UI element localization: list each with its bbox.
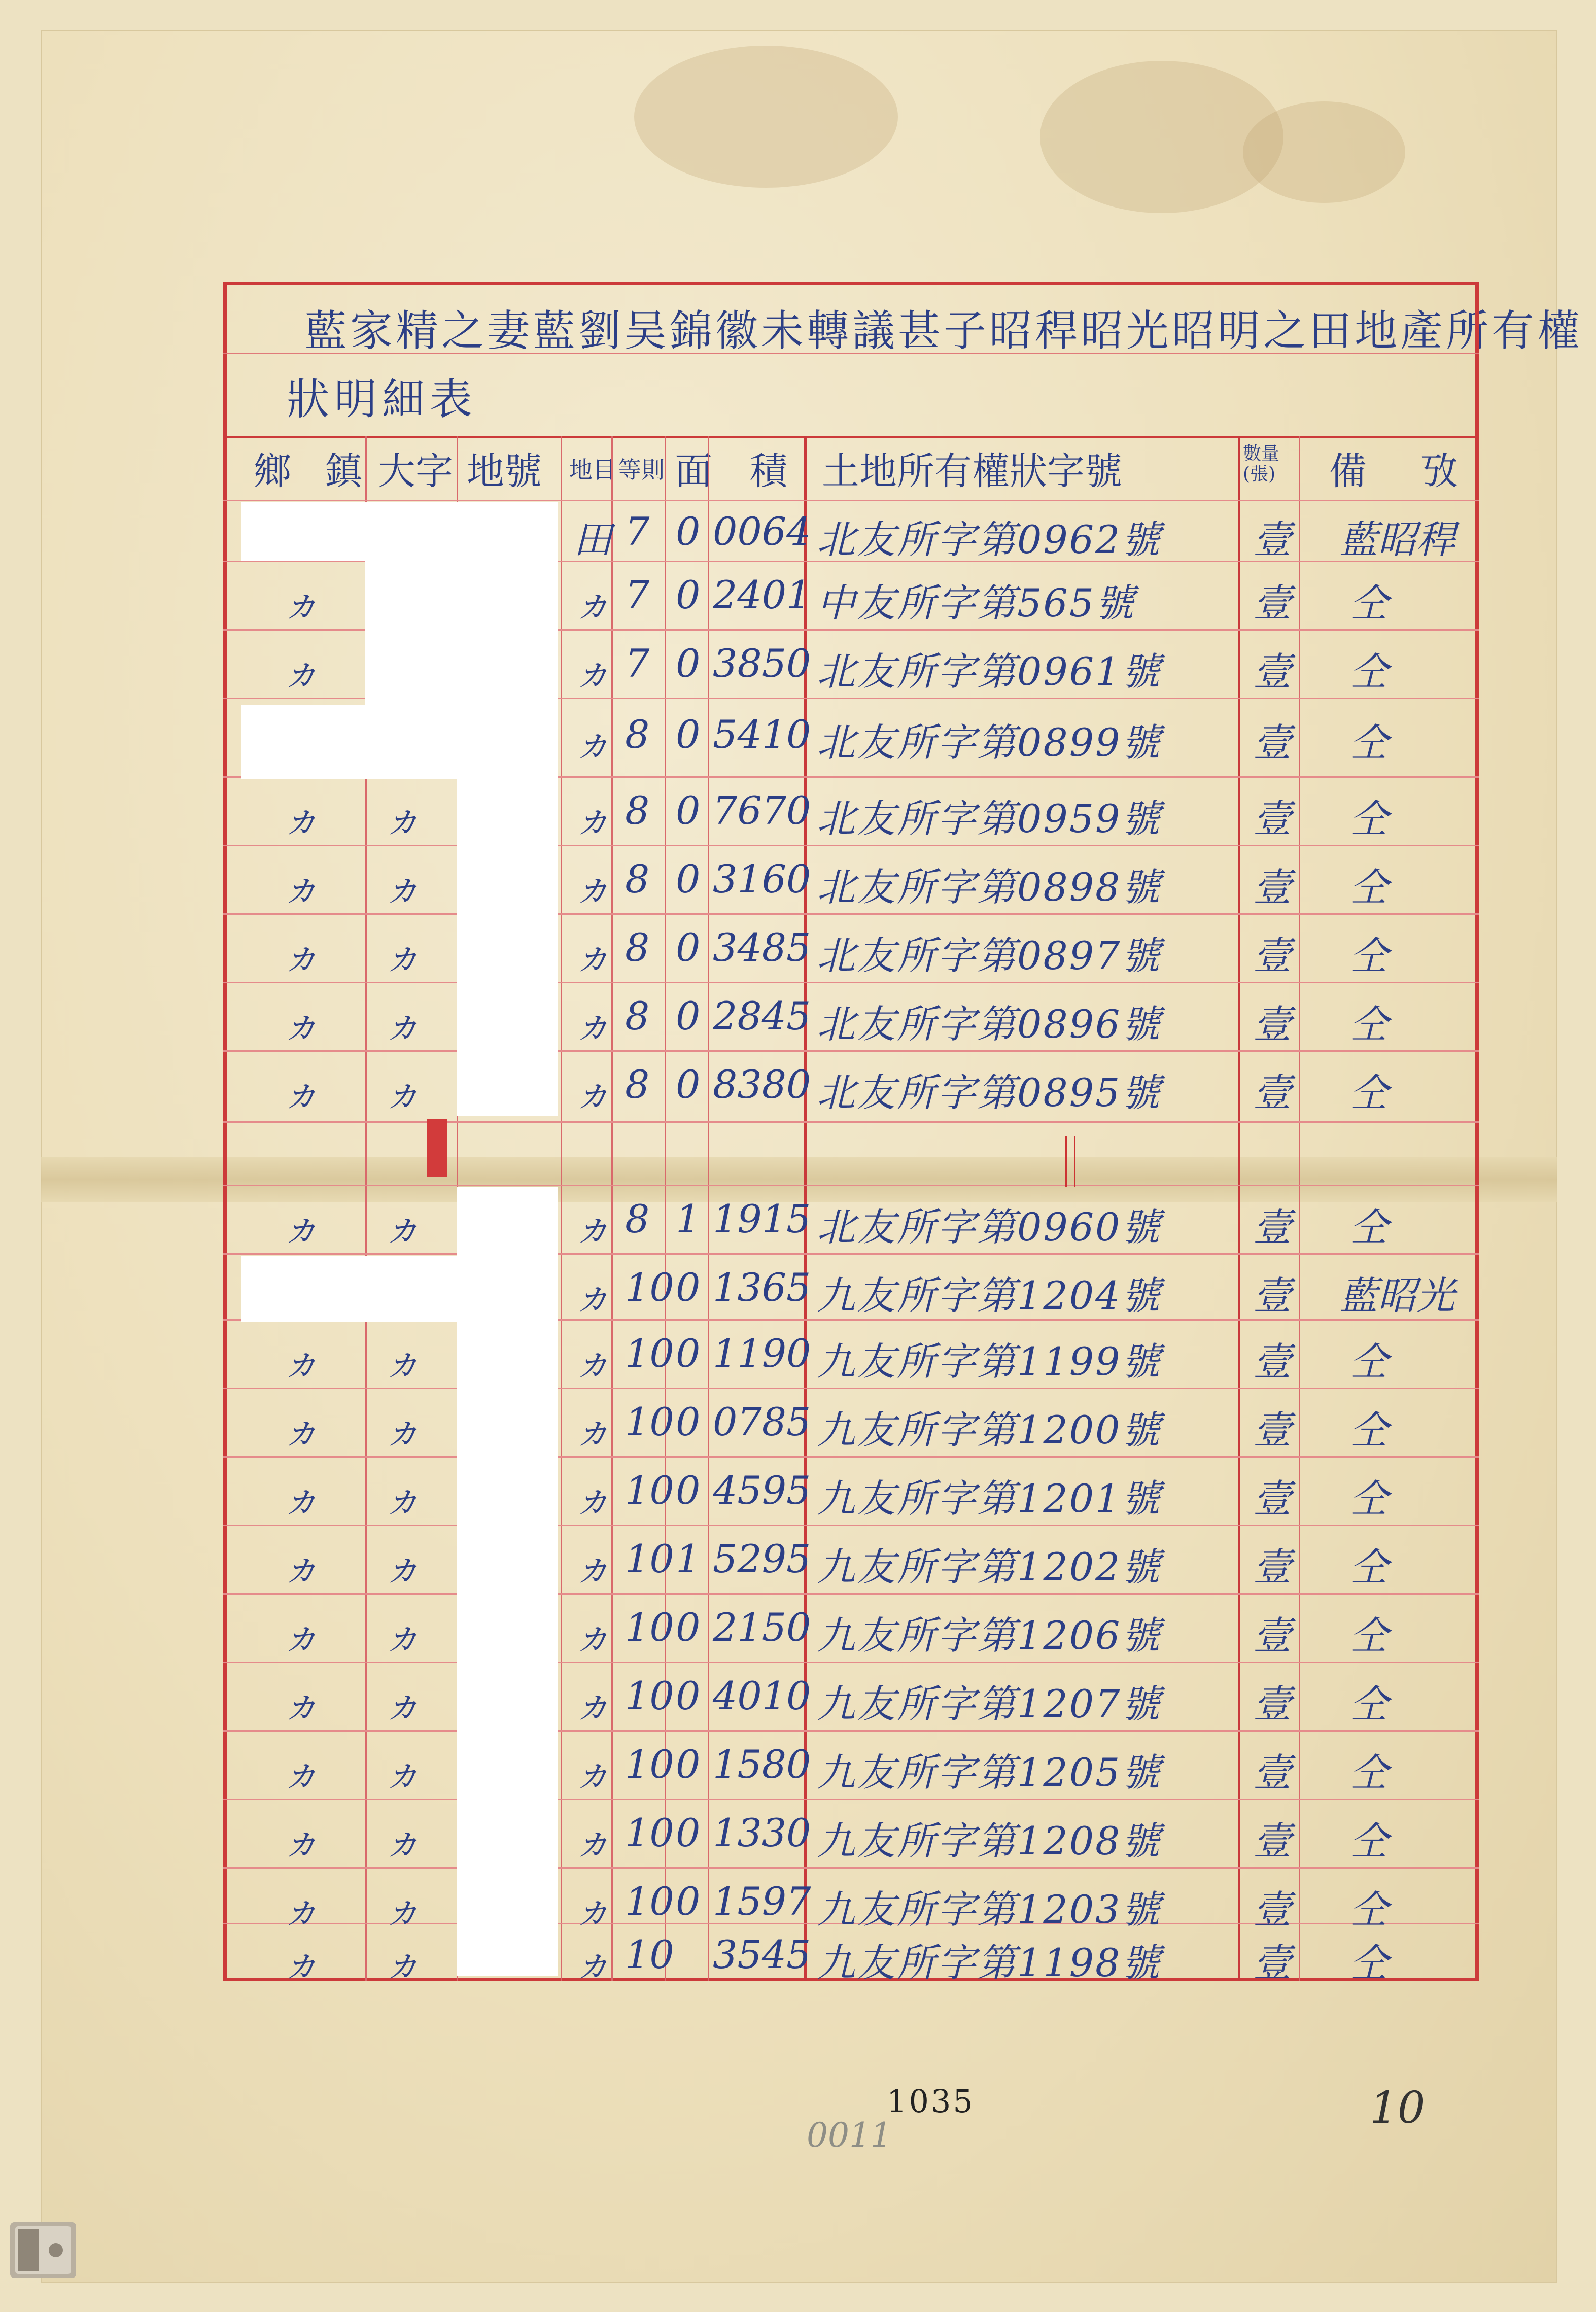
cell-a: 1 [676, 1196, 701, 1241]
table-row [0, 708, 1596, 764]
cell-area: 8380 [713, 1062, 811, 1107]
row-rule [223, 845, 1479, 846]
table-row [0, 637, 1596, 693]
cell-cnt: 壹 [1253, 1407, 1292, 1453]
table-row [0, 989, 1596, 1045]
cell-col2: ヵ [383, 1544, 422, 1590]
cell-note: 藍昭稈 [1339, 517, 1455, 562]
header-area: 面 積 [675, 450, 787, 493]
cell-grade: 10 [625, 1879, 674, 1924]
cell-a: 0 [676, 1673, 701, 1718]
table-row [0, 1738, 1596, 1793]
cell-grade: 10 [625, 1468, 674, 1513]
cell-col1: ヵ [282, 1339, 320, 1384]
cell-grade: 10 [625, 1673, 674, 1718]
cell-col2: ヵ [383, 1204, 422, 1250]
water-stain [1243, 101, 1405, 203]
cell-cnt: 壹 [1253, 1070, 1292, 1115]
header-township: 鄉 [254, 450, 291, 493]
row-rule [223, 1185, 1479, 1186]
cell-type: ヵ [573, 720, 612, 765]
cell-col1: ヵ [282, 796, 320, 841]
redaction-block [241, 502, 558, 561]
cell-grade: 8 [625, 1062, 650, 1107]
cell-area: 1915 [713, 1196, 811, 1241]
table-row [0, 1395, 1596, 1451]
cell-col1: ヵ [282, 580, 320, 626]
cell-col1: ヵ [282, 933, 320, 978]
cell-cnt: 壹 [1253, 1476, 1292, 1521]
row-rule [223, 1662, 1479, 1663]
cell-a: 0 [676, 1810, 701, 1855]
cell-a: 0 [676, 509, 701, 554]
cell-area: 5410 [713, 712, 811, 757]
cell-grade: 7 [625, 641, 650, 686]
red-fold-tab [427, 1119, 447, 1177]
cell-note: 仝 [1349, 1407, 1388, 1453]
header-grade: 等則 [618, 456, 665, 484]
water-stain [634, 46, 898, 188]
cell-grade: 8 [625, 856, 650, 902]
row-rule [223, 1799, 1479, 1800]
cell-type: ヵ [573, 1887, 612, 1932]
cell-cert: 中友所字第565號 [817, 580, 1136, 626]
cell-type: ヵ [573, 580, 612, 626]
cell-col1: ヵ [282, 1681, 320, 1727]
cell-grade: 10 [625, 1742, 674, 1787]
cell-note: 仝 [1349, 1940, 1388, 1985]
cell-grade: 10 [625, 1399, 674, 1444]
cell-cnt: 壹 [1253, 1940, 1292, 1985]
cell-area: 0785 [713, 1399, 811, 1444]
cell-a: 0 [676, 1468, 701, 1513]
cell-a: 0 [676, 788, 701, 833]
cell-type: ヵ [573, 1070, 612, 1115]
cell-area: 1190 [713, 1331, 811, 1376]
cell-cnt: 壹 [1253, 1204, 1292, 1250]
document-title: 藍家精之妻藍劉吴錦徽未轉議甚子昭稈昭光昭明之田地產所有權 [304, 306, 1583, 356]
row-rule [223, 1388, 1479, 1389]
table-row [0, 784, 1596, 840]
cell-cert: 九友所字第1201號 [817, 1476, 1162, 1521]
cell-a: 0 [676, 856, 701, 902]
header-notes-right: 攷 [1420, 450, 1458, 493]
cell-a: 1 [676, 1536, 701, 1581]
table-row [0, 852, 1596, 908]
cell-cert: 九友所字第1198號 [817, 1940, 1162, 1985]
header-notes-left: 備 [1329, 450, 1367, 493]
cell-area: 4595 [713, 1468, 811, 1513]
cell-area: 1330 [713, 1810, 811, 1855]
cell-note: 仝 [1349, 796, 1388, 841]
header-section: 大字 [378, 450, 453, 493]
cell-cnt: 壹 [1253, 933, 1292, 978]
cell-cert: 北友所字第0961號 [817, 649, 1162, 694]
table-row [0, 1806, 1596, 1862]
cell-note: 仝 [1349, 1613, 1388, 1658]
header-lot-no: 地號 [467, 450, 542, 493]
cell-note: 仝 [1349, 1681, 1388, 1727]
cell-col1: ヵ [282, 1002, 320, 1047]
document-title-continued: 狀明細表 [287, 374, 478, 424]
table-row [0, 1601, 1596, 1657]
cell-note: 仝 [1349, 1339, 1388, 1384]
cell-cert: 九友所字第1207號 [817, 1681, 1162, 1727]
cell-area: 3160 [713, 856, 811, 902]
cell-a: 0 [676, 712, 701, 757]
archive-book-icon [0, 2212, 86, 2288]
table-row [0, 1058, 1596, 1114]
cell-area: 2401 [713, 572, 811, 617]
table-row [0, 1261, 1596, 1317]
cell-type: ヵ [573, 1339, 612, 1384]
cell-cert: 北友所字第0962號 [817, 517, 1162, 562]
cell-col1: ヵ [282, 1940, 320, 1985]
cell-col2: ヵ [383, 1681, 422, 1727]
cell-cert: 北友所字第0896號 [817, 1002, 1162, 1047]
cell-cnt: 壹 [1253, 1544, 1292, 1590]
cell-area: 3545 [713, 1932, 811, 1977]
cell-a: 0 [676, 1062, 701, 1107]
handwritten-number: 10 [1370, 2083, 1426, 2133]
cell-grade: 10 [625, 1331, 674, 1376]
title-rule [223, 353, 1479, 354]
table-row [0, 1532, 1596, 1588]
cell-note: 仝 [1349, 1887, 1388, 1932]
cell-cert: 北友所字第0897號 [817, 933, 1162, 978]
page-number-stamp: 1035 [887, 2083, 975, 2120]
cell-col1: ヵ [282, 865, 320, 910]
table-row [0, 1669, 1596, 1725]
cell-grade: 10 [625, 1810, 674, 1855]
cell-cert: 九友所字第1205號 [817, 1750, 1162, 1795]
table-row [0, 505, 1596, 561]
cell-cnt: 壹 [1253, 580, 1292, 626]
row-rule [223, 913, 1479, 915]
cell-cert: 九友所字第1202號 [817, 1544, 1162, 1590]
cell-type: ヵ [573, 1002, 612, 1047]
cell-note: 仝 [1349, 1750, 1388, 1795]
cell-cnt: 壹 [1253, 1750, 1292, 1795]
row-rule [223, 1456, 1479, 1458]
cell-type: ヵ [573, 796, 612, 841]
cell-col2: ヵ [383, 1613, 422, 1658]
cell-cert: 九友所字第1200號 [817, 1407, 1162, 1453]
cell-note: 仝 [1349, 720, 1388, 765]
cell-type: ヵ [573, 933, 612, 978]
cell-col2: ヵ [383, 796, 422, 841]
cell-area: 4010 [713, 1673, 811, 1718]
cell-cert: 九友所字第1203號 [817, 1887, 1162, 1932]
cell-type: ヵ [573, 1204, 612, 1250]
cell-col2: ヵ [383, 865, 422, 910]
cell-cert: 九友所字第1208號 [817, 1818, 1162, 1864]
cell-grade: 10 [625, 1265, 674, 1310]
cell-a: 0 [676, 572, 701, 617]
cell-note: 仝 [1349, 933, 1388, 978]
cell-cnt: 壹 [1253, 1818, 1292, 1864]
cell-note: 仝 [1349, 1070, 1388, 1115]
cell-cert: 九友所字第1199號 [817, 1339, 1162, 1384]
redaction-block [457, 779, 558, 1116]
cell-col1: ヵ [282, 1476, 320, 1521]
row-rule [223, 1525, 1479, 1526]
cell-type: ヵ [573, 1940, 612, 1985]
cell-grade: 10 [625, 1536, 674, 1581]
cell-col2: ヵ [383, 1750, 422, 1795]
cell-col1: ヵ [282, 1750, 320, 1795]
cell-col2: ヵ [383, 1070, 422, 1115]
cell-col1: ヵ [282, 1204, 320, 1250]
redaction-block [241, 1256, 558, 1322]
row-rule [223, 1867, 1479, 1869]
cell-cnt: 壹 [1253, 1273, 1292, 1318]
cell-cnt: 壹 [1253, 720, 1292, 765]
cell-col2: ヵ [383, 1940, 422, 1985]
header-town: 鎮 [325, 450, 362, 493]
cell-a: 0 [676, 1399, 701, 1444]
cell-grade: 7 [625, 509, 650, 554]
table-row [0, 1464, 1596, 1520]
cell-area: 3485 [713, 925, 811, 970]
cell-cert: 北友所字第0959號 [817, 796, 1162, 841]
cell-cnt: 壹 [1253, 1002, 1292, 1047]
red-fold-mark [1065, 1136, 1075, 1187]
cell-grade: 8 [625, 993, 650, 1039]
cell-cnt: 壹 [1253, 649, 1292, 694]
cell-col1: ヵ [282, 1887, 320, 1932]
cell-cnt: 壹 [1253, 1613, 1292, 1658]
cell-a: 0 [676, 993, 701, 1039]
cell-col1: ヵ [282, 1544, 320, 1590]
cell-type: ヵ [573, 1407, 612, 1453]
cell-cnt: 壹 [1253, 1339, 1292, 1384]
cell-col2: ヵ [383, 1407, 422, 1453]
cell-cert: 九友所字第1206號 [817, 1613, 1162, 1658]
cell-note: 仝 [1349, 1002, 1388, 1047]
cell-col2: ヵ [383, 1887, 422, 1932]
cell-type: ヵ [573, 1544, 612, 1590]
cell-a: 0 [676, 1879, 701, 1924]
cell-type: ヵ [573, 1476, 612, 1521]
cell-type: ヵ [573, 1681, 612, 1727]
cell-note: 仝 [1349, 1204, 1388, 1250]
redaction-block [241, 705, 558, 779]
cell-col2: ヵ [383, 1818, 422, 1864]
cell-cnt: 壹 [1253, 1681, 1292, 1727]
cell-cnt: 壹 [1253, 1887, 1292, 1932]
cell-area: 0064 [713, 509, 811, 554]
cell-cert: 九友所字第1204號 [817, 1273, 1162, 1318]
row-rule [223, 500, 1479, 501]
cell-col1: ヵ [282, 1613, 320, 1658]
cell-a: 0 [676, 641, 701, 686]
cell-grade: 8 [625, 1196, 650, 1241]
cell-grade: 8 [625, 712, 650, 757]
cell-area: 1365 [713, 1265, 811, 1310]
cell-type: ヵ [573, 1613, 612, 1658]
cell-note: 仝 [1349, 1544, 1388, 1590]
cell-area: 3850 [713, 641, 811, 686]
cell-cert: 北友所字第0898號 [817, 865, 1162, 910]
cell-cnt: 壹 [1253, 796, 1292, 841]
table-row [0, 1192, 1596, 1248]
cell-col2: ヵ [383, 1002, 422, 1047]
cell-note: 仝 [1349, 865, 1388, 910]
cell-a: 0 [676, 1265, 701, 1310]
cell-type: ヵ [573, 649, 612, 694]
pencil-mark: 0011 [807, 2116, 892, 2155]
cell-type: ヵ [573, 865, 612, 910]
row-rule [223, 1121, 1479, 1123]
cell-a: 0 [676, 925, 701, 970]
cell-col1: ヵ [282, 1818, 320, 1864]
cell-cnt: 壹 [1253, 865, 1292, 910]
cell-cert: 北友所字第0960號 [817, 1204, 1162, 1250]
cell-grade: 10 [625, 1605, 674, 1650]
header-land-type: 地目 [569, 456, 616, 484]
row-rule [223, 982, 1479, 983]
cell-a: 0 [676, 1605, 701, 1650]
cell-a: 0 [676, 1331, 701, 1376]
row-rule [223, 1593, 1479, 1595]
cell-cert: 北友所字第0899號 [817, 720, 1162, 765]
cell-area: 7670 [713, 788, 811, 833]
cell-col1: ヵ [282, 1070, 320, 1115]
table-row [0, 568, 1596, 624]
table-row [0, 1875, 1596, 1930]
cell-cnt: 壹 [1253, 517, 1292, 562]
cell-note: 仝 [1349, 580, 1388, 626]
header-top-rule [223, 436, 1479, 438]
header-certificate: 土地所有權狀字號 [822, 450, 1122, 493]
cell-note: 藍昭光 [1339, 1273, 1455, 1318]
table-row [0, 1928, 1596, 1984]
cell-col1: ヵ [282, 1407, 320, 1453]
header-count: 數量(張) [1243, 443, 1280, 485]
cell-area: 5295 [713, 1536, 811, 1581]
cell-area: 2150 [713, 1605, 811, 1650]
table-row [0, 1327, 1596, 1383]
cell-type: 田 [573, 517, 612, 562]
cell-note: 仝 [1349, 1476, 1388, 1521]
cell-note: 仝 [1349, 649, 1388, 694]
cell-type: ヵ [573, 1750, 612, 1795]
row-rule [223, 1730, 1479, 1732]
cell-note: 仝 [1349, 1818, 1388, 1864]
cell-col1: ヵ [282, 649, 320, 694]
cell-type: ヵ [573, 1818, 612, 1864]
cell-col2: ヵ [383, 933, 422, 978]
cell-cert: 北友所字第0895號 [817, 1070, 1162, 1115]
cell-grade: 8 [625, 788, 650, 833]
cell-area: 1597 [713, 1879, 811, 1924]
row-rule [223, 1050, 1479, 1052]
redaction-block [365, 561, 558, 708]
cell-col2: ヵ [383, 1339, 422, 1384]
cell-grade: 10 [625, 1932, 674, 1977]
cell-grade: 7 [625, 572, 650, 617]
cell-a: 0 [676, 1742, 701, 1787]
cell-col2: ヵ [383, 1476, 422, 1521]
table-row [0, 921, 1596, 977]
row-rule [223, 1253, 1479, 1255]
cell-type: ヵ [573, 1273, 612, 1318]
cell-area: 1580 [713, 1742, 811, 1787]
cell-grade: 8 [625, 925, 650, 970]
cell-area: 2845 [713, 993, 811, 1039]
